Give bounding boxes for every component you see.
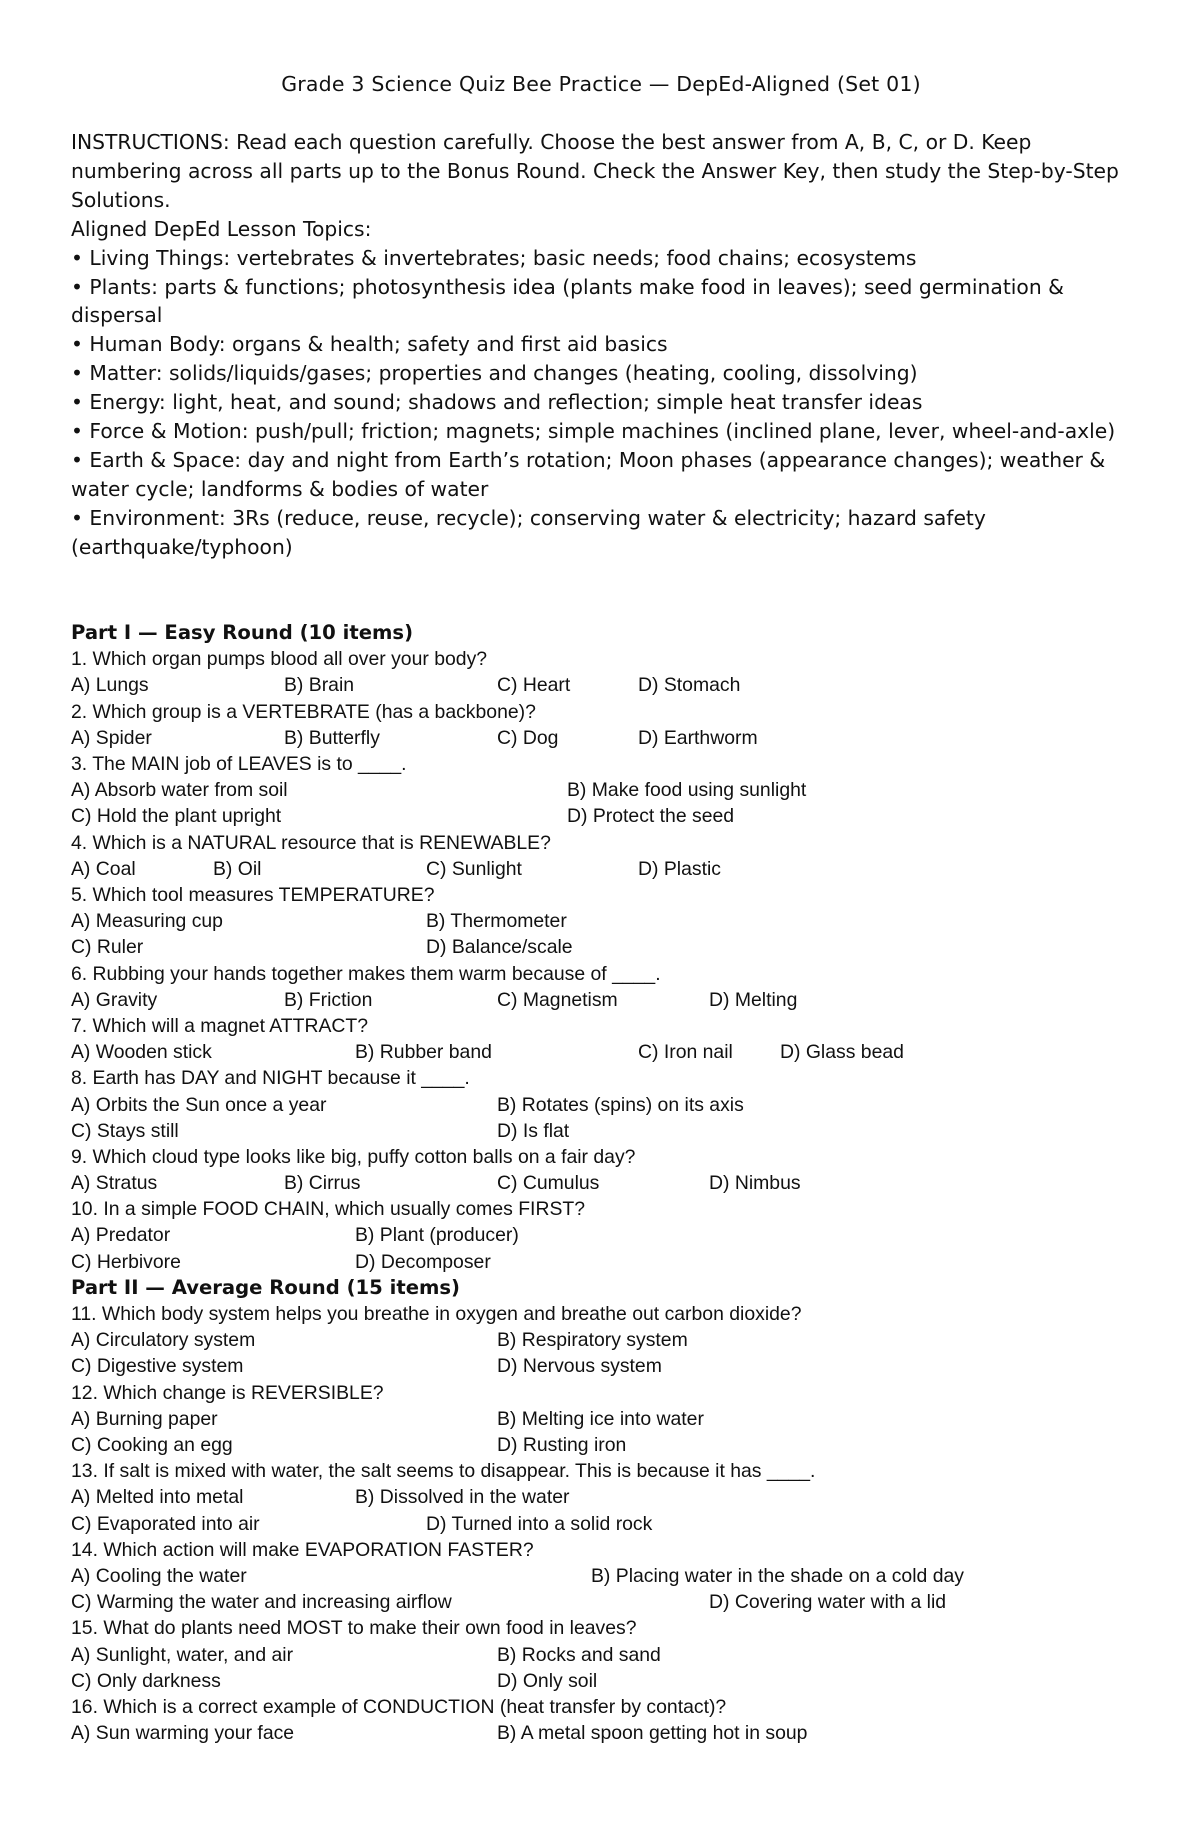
choice-a: A) Sun warming your face — [71, 1722, 295, 1745]
choice-row — [71, 725, 1131, 751]
choice-a: A) Measuring cup — [71, 910, 223, 933]
question-text: 16. Which is a correct example of CONDUCTION (heat transfer by contact)? — [71, 1695, 727, 1718]
choice-row — [71, 1720, 1131, 1746]
question-text: 12. Which change is REVERSIBLE? — [71, 1381, 384, 1404]
choice-b: B) Brain — [284, 674, 355, 697]
question-text: 11. Which body system helps you breathe in oxygen and breathe out carbon dioxide? — [71, 1303, 802, 1326]
question-text: 8. Earth has DAY and NIGHT because it ____. — [71, 1067, 470, 1090]
choice-b: B) A metal spoon getting hot in soup — [497, 1722, 808, 1745]
choice-row — [71, 1353, 1131, 1379]
choice-d: D) Melting — [709, 988, 798, 1011]
quiz-section — [71, 620, 1131, 1746]
topics-heading: Aligned DepEd Lesson Topics: — [71, 216, 372, 241]
choice-row — [71, 1406, 1131, 1432]
choice-row — [71, 672, 1131, 698]
choice-b: B) Rotates (spins) on its axis — [497, 1093, 744, 1116]
choice-row — [71, 1039, 1131, 1065]
choice-b: B) Butterfly — [284, 726, 380, 749]
choice-c: C) Dog — [497, 726, 559, 749]
choice-a: A) Stratus — [71, 1172, 158, 1195]
choice-c: C) Evaporated into air — [71, 1512, 260, 1535]
choice-b: B) Thermometer — [426, 910, 567, 933]
choice-d: D) Nimbus — [709, 1172, 801, 1195]
choice-b: B) Make food using sunlight — [567, 779, 807, 802]
intro-section — [71, 128, 1131, 562]
choice-d: D) Balance/scale — [426, 936, 573, 959]
choice-a: A) Burning paper — [71, 1407, 218, 1430]
choice-row — [71, 1484, 1131, 1510]
topic-item: • Earth & Space: day and night from Earth’s rotation; Moon phases (appearance changes); weather & water cycle; landforms & bodies of water — [71, 447, 1106, 501]
choice-row — [71, 1249, 1131, 1275]
choice-d: D) Stomach — [638, 674, 741, 697]
choice-a: A) Absorb water from soil — [71, 779, 288, 802]
choice-row — [71, 908, 1131, 934]
choice-c: C) Magnetism — [497, 988, 618, 1011]
question-text: 3. The MAIN job of LEAVES is to ____. — [71, 752, 407, 775]
page-title: Grade 3 Science Quiz Bee Practice — DepEd-Aligned (Set 01) — [281, 72, 921, 96]
choice-d: D) Covering water with a lid — [709, 1591, 947, 1614]
topic-item: • Matter: solids/liquids/gases; properties and changes (heating, cooling, dissolving) — [71, 361, 918, 386]
question-text: 7. Which will a magnet ATTRACT? — [71, 1014, 369, 1037]
choice-a: A) Circulatory system — [71, 1329, 256, 1352]
choice-row — [71, 934, 1131, 960]
question-text: 9. Which cloud type looks like big, puffy cotton balls on a fair day? — [71, 1145, 636, 1168]
choice-b: B) Plant (producer) — [355, 1224, 519, 1247]
choice-b: B) Placing water in the shade on a cold day — [591, 1565, 964, 1587]
choice-row — [71, 1511, 1131, 1537]
choice-a: A) Melted into metal — [71, 1486, 244, 1509]
choice-row — [71, 1327, 1131, 1353]
choice-d: D) Glass bead — [780, 1041, 904, 1064]
choice-a: A) Predator — [71, 1224, 171, 1247]
choice-d: D) Only soil — [497, 1669, 598, 1692]
topic-item: • Environment: 3Rs (reduce, reuse, recycle); conserving water & electricity; hazard safety (earthquake/typhoon) — [71, 505, 986, 559]
choice-c: C) Cumulus — [497, 1172, 600, 1195]
choice-row — [71, 1118, 1131, 1144]
choice-c: C) Digestive system — [71, 1355, 244, 1378]
choice-d: D) Protect the seed — [567, 805, 735, 828]
choice-b: B) Rubber band — [355, 1041, 492, 1064]
choice-row — [71, 1642, 1131, 1668]
choice-row — [71, 1432, 1131, 1458]
topic-item: • Force & Motion: push/pull; friction; magnets; simple machines (inclined plane, lever, wheel-and-axle) — [71, 419, 1116, 444]
choice-c: C) Cooking an egg — [71, 1434, 233, 1457]
choice-row — [71, 803, 1131, 829]
choice-c: C) Ruler — [71, 936, 144, 959]
choice-c: C) Herbivore — [71, 1250, 181, 1273]
choice-c: C) Sunlight — [426, 857, 522, 880]
choice-b: B) Oil — [213, 857, 262, 880]
choice-c: C) Warming the water and increasing airflow — [71, 1591, 452, 1614]
choice-a: A) Spider — [71, 726, 152, 749]
choice-b: B) Rocks and sand — [497, 1643, 661, 1666]
choice-b: B) Cirrus — [284, 1172, 361, 1195]
question-text: 5. Which tool measures TEMPERATURE? — [71, 883, 435, 906]
choice-c: C) Hold the plant upright — [71, 805, 282, 828]
choice-d: D) Is flat — [497, 1119, 570, 1142]
topic-item: • Energy: light, heat, and sound; shadows and reflection; simple heat transfer ideas — [71, 390, 923, 415]
choice-d: D) Nervous system — [497, 1355, 662, 1378]
choice-b: B) Melting ice into water — [497, 1407, 704, 1430]
choice-d: D) Turned into a solid rock — [426, 1512, 653, 1535]
choice-d: D) Rusting iron — [497, 1434, 627, 1457]
choice-d: D) Decomposer — [355, 1250, 491, 1273]
question-text: 10. In a simple FOOD CHAIN, which usually comes FIRST? — [71, 1198, 586, 1221]
choice-a: A) Orbits the Sun once a year — [71, 1093, 327, 1116]
choice-b: B) Dissolved in the water — [355, 1486, 570, 1509]
choice-d: D) Earthworm — [638, 726, 758, 749]
choice-row — [71, 987, 1131, 1013]
question-text: 13. If salt is mixed with water, the salt seems to disappear. This is because it has ____. — [71, 1460, 816, 1483]
topic-item: • Living Things: vertebrates & invertebrates; basic needs; food chains; ecosystems — [71, 245, 917, 270]
choice-row — [71, 777, 1131, 803]
topic-item: • Human Body: organs & health; safety and first aid basics — [71, 332, 668, 357]
instructions-text: INSTRUCTIONS: Read each question carefully. Choose the best answer from A, B, C, or D. Keep numbering across all parts up to the Bonus Round. Check the Answer Key, then study the Step-by-Step Solutions. — [71, 130, 1119, 212]
choice-a: A) Gravity — [71, 988, 158, 1011]
question-text: 14. Which action will make EVAPORATION FASTER? — [71, 1538, 534, 1561]
choice-c: C) Only darkness — [71, 1669, 221, 1692]
question-text: 15. What do plants need MOST to make their own food in leaves? — [71, 1617, 637, 1640]
question-text: 1. Which organ pumps blood all over your body? — [71, 648, 488, 671]
choice-a: A) Cooling the water — [71, 1565, 247, 1587]
choice-a: A) Lungs — [71, 674, 149, 697]
part-1-heading: Part I — Easy Round (10 items) — [71, 621, 414, 644]
question-text: 4. Which is a NATURAL resource that is RENEWABLE? — [71, 831, 551, 854]
choice-row — [71, 1222, 1131, 1248]
part-2-heading: Part II — Average Round (15 items) — [71, 1275, 461, 1299]
choice-c: C) Iron nail — [638, 1041, 733, 1064]
question-text: 2. Which group is a VERTEBRATE (has a backbone)? — [71, 700, 536, 723]
choice-b: B) Respiratory system — [497, 1329, 688, 1352]
choice-row — [71, 1092, 1131, 1118]
choice-a: A) Coal — [71, 857, 136, 880]
choice-d: D) Plastic — [638, 857, 721, 880]
choice-b: B) Friction — [284, 988, 373, 1011]
choice-c: C) Heart — [497, 674, 571, 697]
choice-a: A) Sunlight, water, and air — [71, 1643, 294, 1666]
choice-row — [71, 1170, 1131, 1196]
topic-item: • Plants: parts & functions; photosynthesis idea (plants make food in leaves); seed germination & dispersal — [71, 274, 1064, 328]
question-text: 6. Rubbing your hands together makes them warm because of ____. — [71, 962, 661, 985]
choice-row — [71, 1563, 1131, 1589]
choice-row — [71, 856, 1131, 882]
choice-c: C) Stays still — [71, 1119, 179, 1142]
choice-row — [71, 1668, 1131, 1694]
choice-a: A) Wooden stick — [71, 1041, 212, 1064]
choice-row — [71, 1589, 1131, 1615]
